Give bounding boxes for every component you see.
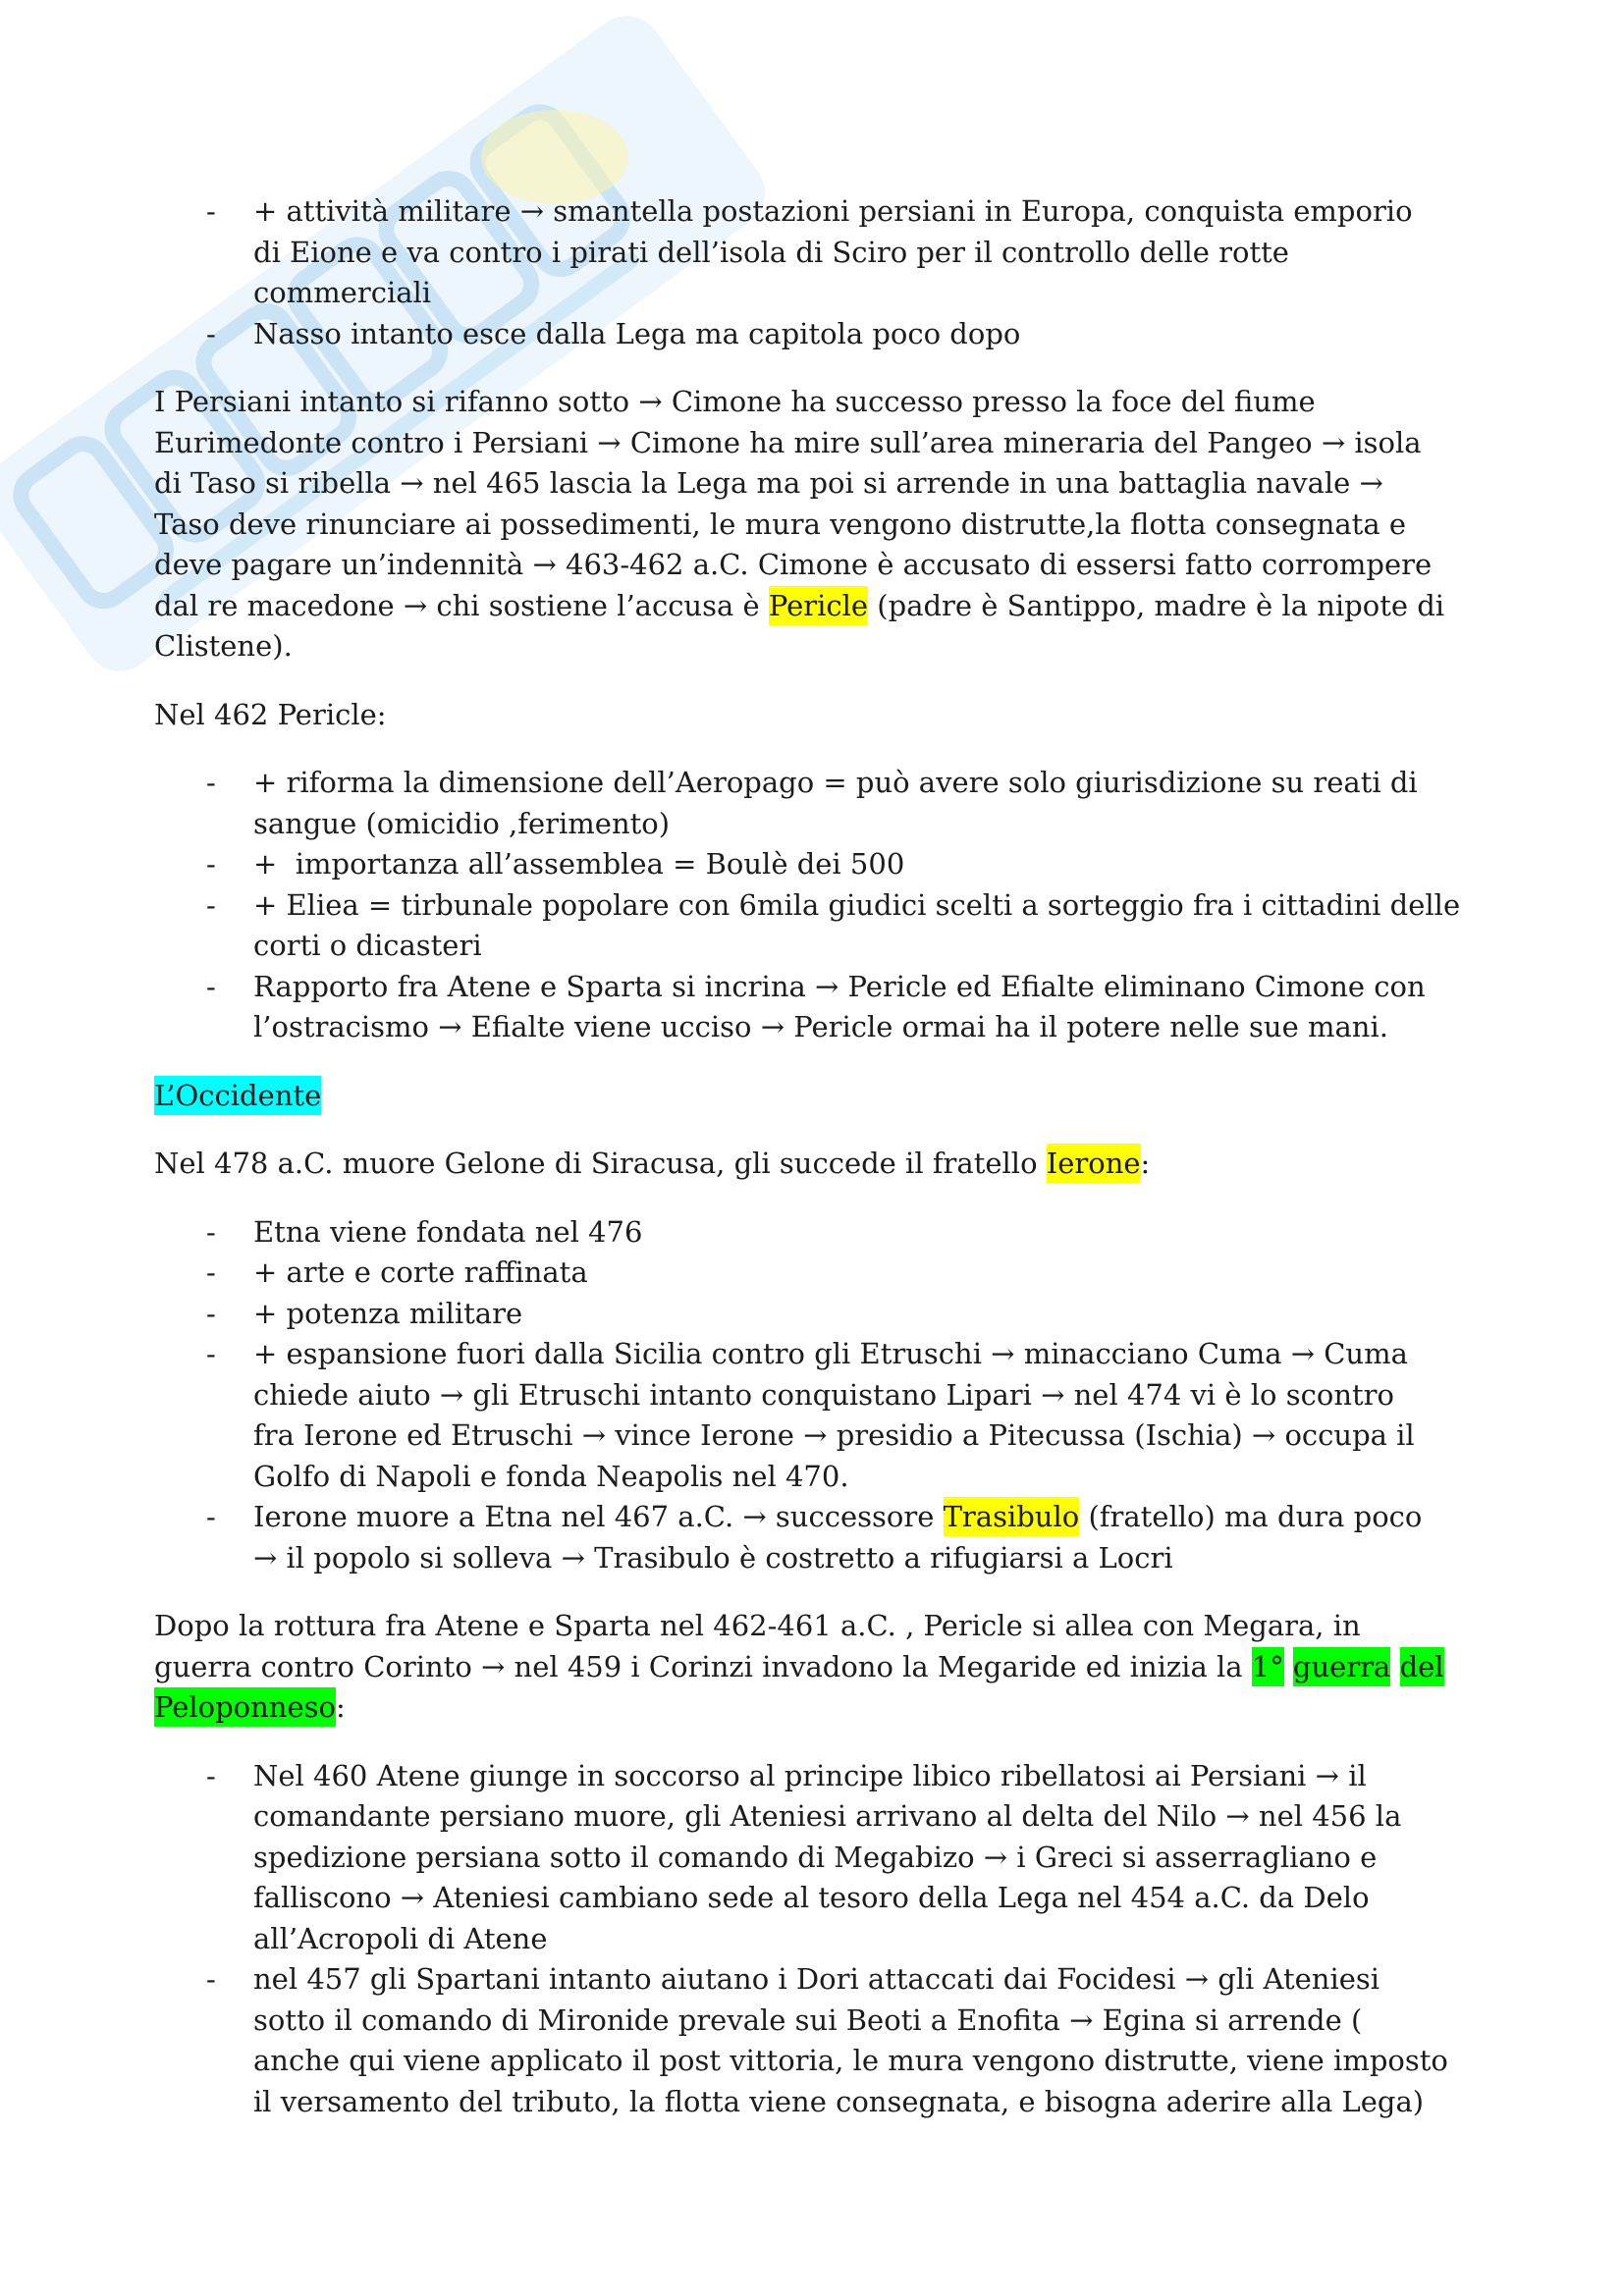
text-line: di Eione e va contro i pirati dell’isola di Sciro per il controllo delle rotte bbox=[253, 235, 1289, 269]
text-segment: Ierone muore a Etna nel 467 a.C. → successore bbox=[253, 1500, 944, 1533]
text-line: chiede aiuto → gli Etruschi intanto conquistano Lipari → nel 474 vi è lo scontro bbox=[253, 1377, 1394, 1412]
text-line bbox=[154, 1687, 1568, 1729]
text-line: Etna viene fondata nel 476 bbox=[253, 1214, 643, 1249]
paragraph bbox=[154, 695, 1568, 736]
text-segment: (padre è Santippo, madre è la nipote di bbox=[868, 588, 1445, 622]
bullet-item bbox=[154, 763, 1568, 844]
bullet-item bbox=[154, 1756, 1568, 1960]
text-line: Nel 460 Atene giunge in soccorso al principe libico ribellatosi ai Persiani → il bbox=[253, 1758, 1367, 1792]
paragraph bbox=[154, 1144, 1568, 1185]
paragraph bbox=[154, 1606, 1568, 1729]
text-segment bbox=[1390, 1650, 1399, 1683]
bullet-marker: - bbox=[206, 887, 216, 922]
bullet-marker: - bbox=[206, 1255, 216, 1289]
bullet-marker: - bbox=[206, 1296, 216, 1330]
text-line: anche qui viene applicato il post vittoria, le mura vengono distrutte, viene imposto bbox=[253, 2044, 1448, 2077]
highlight-peloponneso: Peloponneso bbox=[154, 1687, 336, 1727]
highlight-guerra-2: guerra bbox=[1293, 1647, 1390, 1686]
text-segment: dal re macedone → chi sostiene l’accusa è bbox=[154, 588, 769, 622]
text-line: all’Acropoli di Atene bbox=[253, 1921, 548, 1955]
bullet-marker: - bbox=[206, 1337, 216, 1370]
bullet-item bbox=[154, 1959, 1568, 2122]
text-line: Rapporto fra Atene e Sparta si incrina → Pericle ed Efialte eliminano Cimone con bbox=[253, 969, 1426, 1003]
document-body bbox=[154, 191, 1568, 2150]
text-line: + arte e corte raffinata bbox=[253, 1255, 588, 1289]
text-line: I Persiani intanto si rifanno sotto → Cimone ha successo presso la foce del fiume bbox=[154, 385, 1316, 418]
bullet-marker: - bbox=[206, 766, 216, 799]
bullet-marker: - bbox=[206, 1962, 216, 1996]
text-line: fra Ierone ed Etruschi → vince Ierone → presidio a Pitecussa (Ischia) → occupa il bbox=[253, 1418, 1415, 1452]
highlight-pericle: Pericle bbox=[769, 586, 868, 625]
text-line: spedizione persiana sotto il comando di Megabizo → i Greci si asserragliano e bbox=[253, 1840, 1378, 1874]
bullet-marker: - bbox=[206, 1500, 216, 1533]
text-line bbox=[154, 1076, 1568, 1117]
text-line: + attività militare → smantella postazioni persiani in Europa, conquista emporio bbox=[253, 194, 1413, 228]
highlight-trasibulo: Trasibulo bbox=[944, 1497, 1080, 1536]
text-line: di Taso si ribella → nel 465 lascia la Lega ma poi si arrende in una battaglia navale → bbox=[154, 466, 1383, 500]
bullet-item bbox=[154, 314, 1568, 355]
bullet-marker: - bbox=[206, 1214, 216, 1249]
text-line: il versamento del tributo, la flotta viene consegnata, e bisogna aderire alla Lega) bbox=[253, 2084, 1425, 2118]
paragraph bbox=[154, 382, 1568, 667]
text-line: deve pagare un’indennità → 463-462 a.C. Cimone è accusato di essersi fatto corrompere bbox=[154, 548, 1433, 581]
bullet-item bbox=[154, 1294, 1568, 1335]
bullet-marker: - bbox=[206, 1758, 216, 1792]
text-line: commerciali bbox=[253, 276, 432, 309]
text-line: corti o dicasteri bbox=[253, 929, 482, 962]
bullet-item bbox=[154, 1212, 1568, 1254]
text-line: Nel 462 Pericle: bbox=[154, 697, 387, 731]
text-segment: (fratello) ma dura poco bbox=[1079, 1500, 1423, 1533]
bullet-item bbox=[154, 885, 1568, 967]
text-line: sangue (omicidio ,ferimento) bbox=[253, 806, 671, 840]
text-line bbox=[154, 1144, 1568, 1185]
bullet-list bbox=[154, 191, 1568, 354]
text-line: falliscono → Ateniesi cambiano sede al tesoro della Lega nel 454 a.C. da Delo bbox=[253, 1881, 1370, 1914]
text-line: Dopo la rottura fra Atene e Sparta nel 462-461 a.C. , Pericle si allea con Megara, in bbox=[154, 1609, 1361, 1642]
highlight-occidente: L’Occidente bbox=[154, 1076, 321, 1115]
text-line: l’ostracismo → Efialte viene ucciso → Pericle ormai ha il potere nelle sue mani. bbox=[253, 1010, 1388, 1043]
text-line bbox=[154, 1647, 1568, 1688]
text-line: Eurimedonte contro i Persiani → Cimone ha mire sull’area mineraria del Pangeo → isola bbox=[154, 425, 1422, 459]
text-line: nel 457 gli Spartani intanto aiutano i Dori attaccati dai Focidesi → gli Ateniesi bbox=[253, 1962, 1380, 1996]
text-line: + riforma la dimensione dell’Aeropago = può avere solo giurisdizione su reati di bbox=[253, 766, 1418, 799]
text-line: + importanza all’assemblea = Boulè dei 500 bbox=[253, 847, 905, 881]
bullet-marker: - bbox=[206, 194, 216, 228]
text-line: Taso deve rinunciare ai possedimenti, le mura vengono distrutte,la flotta consegnata e bbox=[154, 507, 1407, 541]
bullet-item bbox=[154, 967, 1568, 1048]
bullet-item bbox=[154, 191, 1568, 314]
highlight-guerra-1: 1° bbox=[1252, 1647, 1284, 1686]
bullet-item bbox=[154, 844, 1568, 885]
text-line: + potenza militare bbox=[253, 1296, 523, 1330]
text-line: + espansione fuori dalla Sicilia contro gli Etruschi → minacciano Cuma → Cuma bbox=[253, 1337, 1408, 1370]
text-line: sotto il comando di Mironide prevale sui Beoti a Enofita → Egina si arrende ( bbox=[253, 2002, 1363, 2037]
bullet-marker: - bbox=[206, 316, 216, 350]
bullet-marker: - bbox=[206, 969, 216, 1003]
text-line bbox=[253, 1497, 1568, 1538]
text-line: comandante persiano muore, gli Ateniesi arrivano al delta del Nilo → nel 456 la bbox=[253, 1799, 1402, 1833]
bullet-item bbox=[154, 1334, 1568, 1497]
text-segment: : bbox=[336, 1690, 346, 1724]
text-segment: guerra contro Corinto → nel 459 i Corinzi invadono la Megaride ed inizia la bbox=[154, 1649, 1252, 1683]
text-line: Clistene). bbox=[154, 629, 293, 663]
bullet-list bbox=[154, 763, 1568, 1048]
bullet-item bbox=[154, 1497, 1568, 1578]
section-heading bbox=[154, 1076, 1568, 1117]
highlight-guerra-3: del bbox=[1400, 1647, 1444, 1686]
text-line: + Eliea = tirbunale popolare con 6mila giudici scelti a sorteggio fra i cittadini delle bbox=[253, 887, 1461, 922]
text-line: Golfo di Napoli e fonda Neapolis nel 470. bbox=[253, 1459, 849, 1493]
text-line: → il popolo si solleva → Trasibulo è costretto a rifugiarsi a Locri bbox=[253, 1540, 1173, 1575]
bullet-list bbox=[154, 1756, 1568, 2123]
highlight-ierone: Ierone bbox=[1047, 1144, 1141, 1183]
text-segment bbox=[1284, 1650, 1293, 1683]
bullet-list bbox=[154, 1212, 1568, 1579]
text-line bbox=[154, 586, 1568, 627]
bullet-marker: - bbox=[206, 847, 216, 881]
text-line: Nasso intanto esce dalla Lega ma capitola poco dopo bbox=[253, 316, 1021, 350]
text-segment: Nel 478 a.C. muore Gelone di Siracusa, gli succede il fratello bbox=[154, 1147, 1047, 1180]
bullet-item bbox=[154, 1253, 1568, 1294]
text-segment: : bbox=[1140, 1147, 1151, 1180]
